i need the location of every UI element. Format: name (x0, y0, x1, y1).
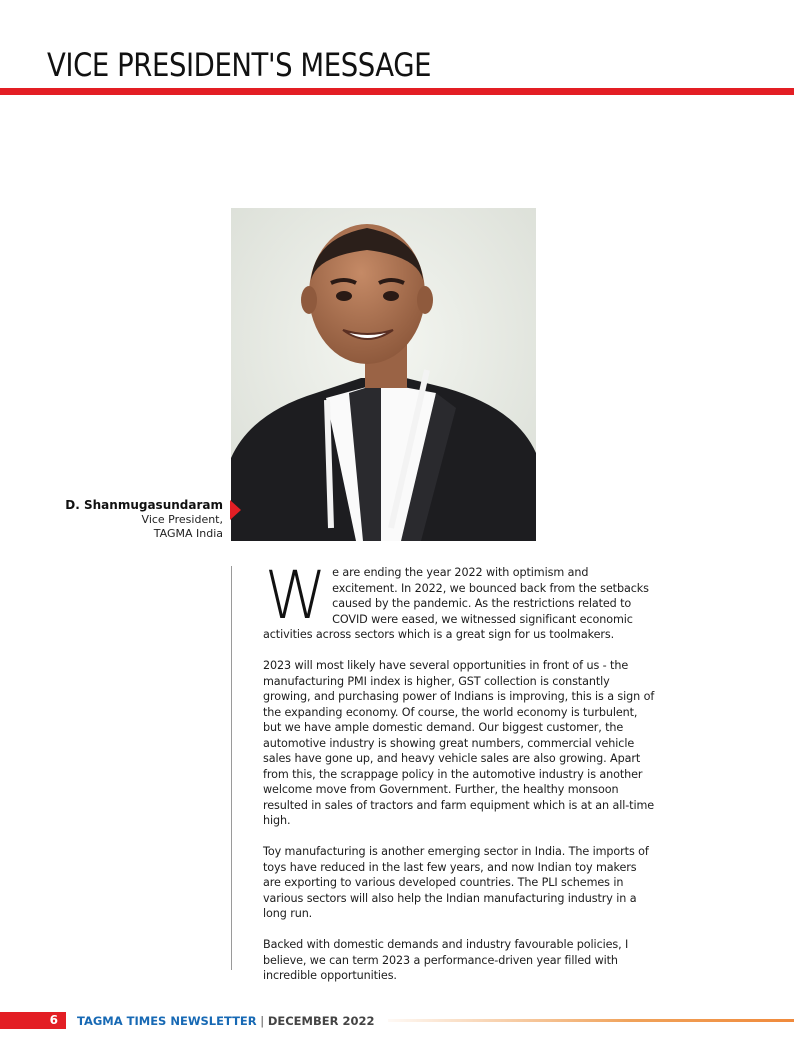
message-paragraph-3: Toy manufacturing is another emerging sector in India. The imports of toys have reduced in the last few years, and now Indian toy makers are exporting to various developed countries. The PLI schemes in various sectors will also help the Indian manufacturing industry in a long run. (263, 845, 649, 920)
message-paragraph-1: We are ending the year 2022 with optimism and excitement. In 2022, we bounced back from the setbacks caused by the pandemic. As the restrictions related to COVID were eased, we witnessed significant economic activities across sectors which is a great sign for us toolmakers. (263, 557, 649, 641)
footer-rule (388, 1019, 794, 1022)
page-number: 6 (0, 1012, 66, 1029)
message-body (263, 557, 657, 999)
message-paragraph-4: Backed with domestic demands and industry favourable policies, I believe, we can term 2023 a performance-driven year filled with incredible opportunities. (263, 938, 629, 982)
author-org: TAGMA India (153, 527, 223, 540)
author-role: Vice President, (141, 513, 223, 526)
page-title: VICE PRESIDENT'S MESSAGE (47, 46, 432, 84)
message-paragraph-2: 2023 will most likely have several opportunities in front of us - the manufacturing PMI index is higher, GST collection is constantly growing, and purchasing power of Indians is improving, this is a sign of the expanding economy. Of course, the world economy is turbulent, but we have ample domestic demand. Our biggest customer, the automotive industry is showing great numbers, commercial vehicle sales have gone up, and heavy vehicle sales are also growing. Apart from this, the scrappage policy in the automotive industry is another welcome move from Government. Further, the healthy monsoon resulted in sales of tractors and farm equipment which is at an all-time high. (263, 659, 655, 827)
portrait-photo (231, 208, 536, 541)
column-divider (231, 566, 232, 970)
title-underline (0, 88, 794, 95)
footer-separator: | (256, 1014, 268, 1028)
footer-publication-line (77, 1013, 374, 1029)
author-name: D. Shanmugasundaram (65, 498, 223, 512)
issue-date: DECEMBER 2022 (267, 1014, 375, 1028)
caption-pointer-icon (230, 500, 241, 520)
publication-name: TAGMA TIMES NEWSLETTER (77, 1014, 257, 1028)
author-caption (65, 497, 223, 541)
dropcap: W (264, 557, 327, 634)
